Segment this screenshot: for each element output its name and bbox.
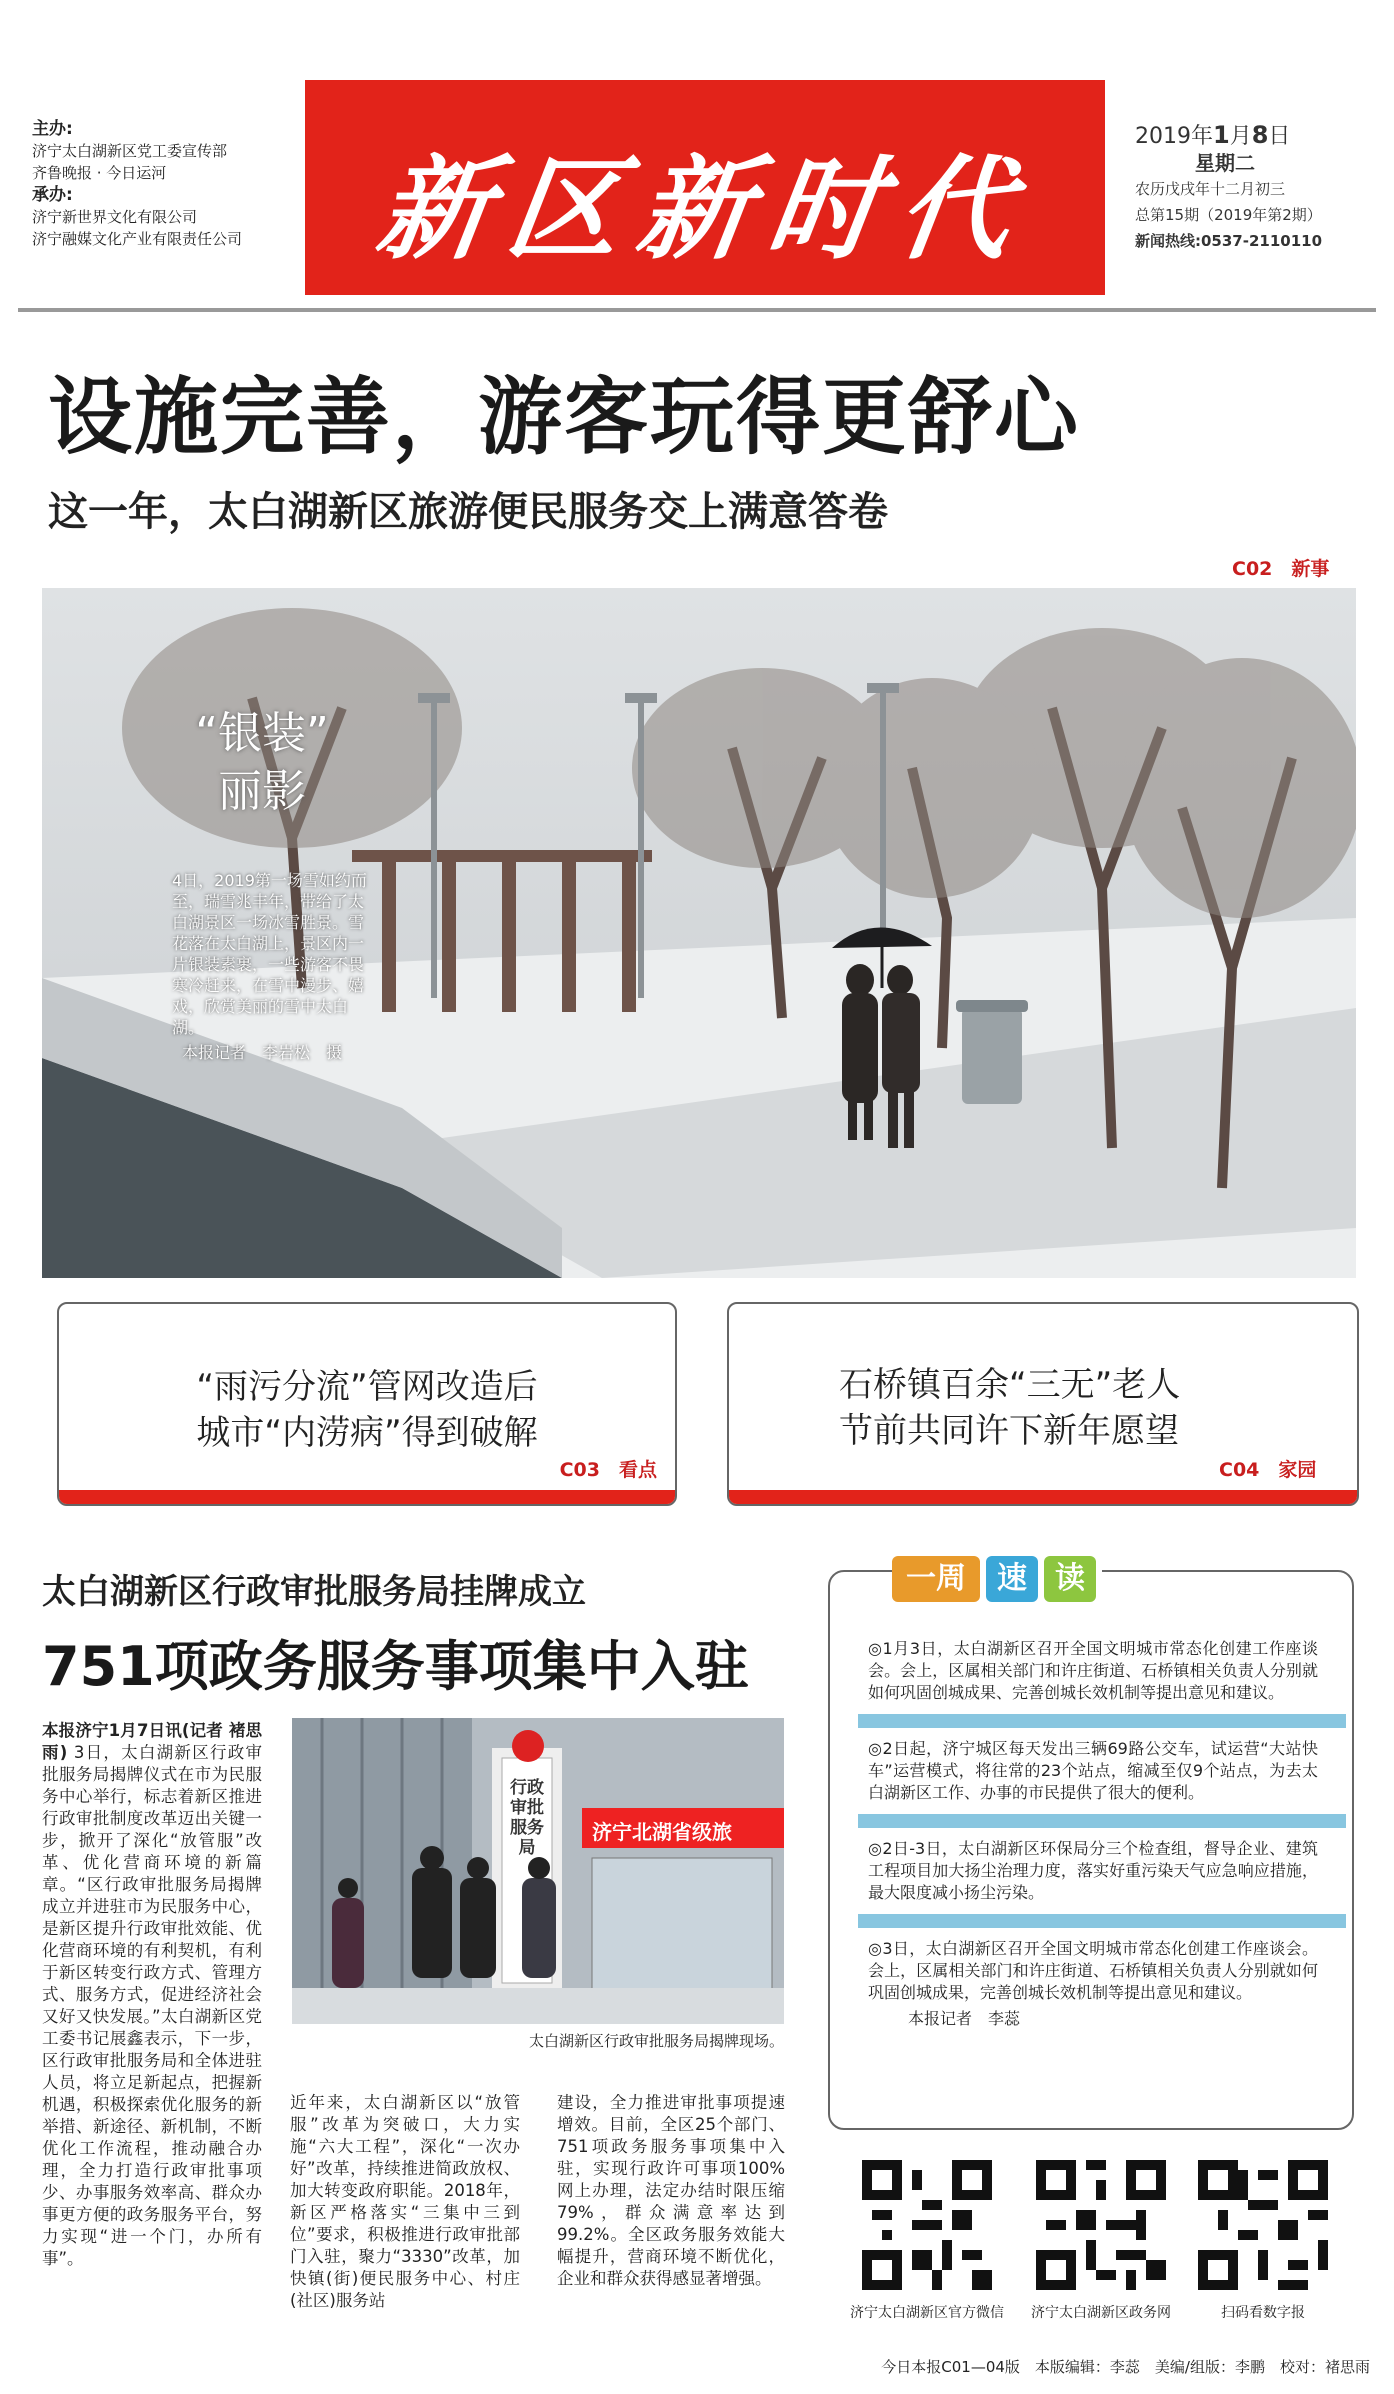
teaser-line: 城市“内涝病”得到破解 [196, 1413, 538, 1453]
organizer-line: 济宁融媒文化产业有限责任公司 [32, 230, 243, 248]
weekly-item: ◎2日起，济宁城区每天发出三辆69路公交车，试运营“大站快车”运营模式，将往常的23个站点，缩减至仅9个站点，为去太白湖新区工作、办事的市民提供了很大的便利。 [868, 1739, 1318, 1802]
issue-number: 总第15期（2019年第2期） [1135, 206, 1322, 224]
caption-text: 4日，2019第一场雪如约而至，瑞雪兆丰年，带给了太白湖景区一场冰雪胜景。雪花落在太白湖上，景区内一片银装素裹，一些游客不畏寒冷赶来，在雪中漫步、嬉戏，欣赏美丽的雪中太白湖。 [172, 871, 367, 1037]
qr-code-wechat[interactable] [862, 2160, 992, 2290]
weekly-divider [858, 1914, 1346, 1928]
section-ref [1232, 554, 1329, 581]
organizer-label: 承办: [32, 185, 73, 205]
article-kicker: 太白湖新区行政审批服务局挂牌成立 [42, 1572, 586, 1612]
weekly-item: ◎2日-3日，太白湖新区环保局分三个检查组，督导企业、建筑工程项目加大扬尘治理力度，落实好重污染天气应急响应措施，最大限度减小扬尘污染。 [868, 1839, 1318, 1902]
teaser-section [560, 1455, 657, 1482]
teaser-red-bar [729, 1490, 1357, 1504]
date-year: 2019年 [1135, 124, 1213, 149]
weekly-title-chip: 速 [986, 1556, 1038, 1602]
weekly-title [892, 1552, 1102, 1604]
weekly-item: ◎3日，太白湖新区召开全国文明城市常态化创建工作座谈会。会上，区属相关部门和许庄街道、石桥镇相关负责人分别就如何巩固创城成果，完善创城长效机制等提出意见和建议。 [868, 1939, 1318, 2002]
sponsor-line: 济宁太白湖新区党工委宣传部 [32, 142, 228, 160]
section-code: C04 [1219, 1459, 1260, 1481]
teaser-line: 节前共同许下新年愿望 [839, 1411, 1179, 1451]
article-text: 近年来，太白湖新区以“放管服”改革为突破口，大力实施“六大工程”，深化“一次办好”改革，持续推进简政放权、加大转变政府职能。2018年，新区严格落实“三集中三到位”要求，积极推进行政审批部门入驻，聚力“3330”改革，加快镇(街)便民服务中心、村庄(社区)服务站 [290, 2093, 520, 2310]
masthead-sponsors [32, 118, 302, 250]
weekly-item: ◎1月3日，太白湖新区召开全国文明城市常态化创建工作座谈会。会上，区属相关部门和许庄街道、石桥镇相关负责人分别就如何巩固创城成果、完善创城长效机制等提出意见和建议。 [868, 1639, 1318, 1702]
weekday: 星期二 [1195, 151, 1255, 175]
qr-code-gov-site[interactable] [1036, 2160, 1166, 2290]
hotline-number: 0537-2110110 [1201, 232, 1323, 250]
teaser-title [59, 1364, 675, 1456]
weekly-items [858, 1638, 1328, 2030]
section-name: 看点 [618, 1459, 657, 1481]
qr-caption: 济宁太白湖新区官方微信 [850, 2305, 1004, 2321]
photo-credit: 本报记者 李岩松 摄 [182, 1043, 343, 1062]
qr-caption: 济宁太白湖新区政务网 [1031, 2305, 1171, 2321]
weekly-title-chip: 一周 [892, 1556, 980, 1602]
article-text: 建设，全力推进审批事项提速增效。目前，全区25个部门、751项政务服务事项集中入驻，实现行政许可事项100%网上办理，法定办结时限压缩79%，群众满意率达到99.2%。全区政务服务效能大幅提升，营商环境不断优化，企业和群众获得感显著增强。 [557, 2093, 785, 2288]
main-headline: 设施完善，游客玩得更舒心 [48, 368, 1081, 466]
photo-caption-title [162, 705, 362, 821]
building-sign-text: 济宁北湖省级旅 [592, 1820, 732, 1844]
lunar-date: 农历戊戌年十二月初三 [1135, 180, 1286, 198]
caption-title-line: 丽影 [218, 766, 306, 817]
teaser-red-bar [59, 1490, 675, 1504]
caption-title-line: “银装” [195, 708, 329, 759]
weekly-divider [858, 1814, 1346, 1828]
sponsor-line: 齐鲁晚报 · 今日运河 [32, 164, 167, 182]
news-hotline [1135, 228, 1375, 254]
teaser-box[interactable] [727, 1302, 1359, 1506]
sponsor-label: 主办: [32, 119, 73, 139]
main-subheadline: 这一年，太白湖新区旅游便民服务交上满意答卷 [48, 489, 888, 535]
hotline-label: 新闻热线: [1135, 232, 1201, 250]
teaser-title [729, 1362, 1357, 1454]
issue-date: 2019年1月8日 [1135, 121, 1291, 149]
organizer-line: 济宁新世界文化有限公司 [32, 208, 198, 226]
date-month: 1 [1213, 121, 1230, 149]
section-name: 家园 [1278, 1459, 1317, 1481]
ceremony-photo-caption: 太白湖新区行政审批服务局揭牌现场。 [528, 2032, 784, 2050]
qr-caption: 扫码看数字报 [1221, 2305, 1305, 2321]
article-column-3 [557, 2092, 785, 2290]
weekly-divider [858, 1714, 1346, 1728]
masthead-logo-block [305, 80, 1105, 295]
newspaper-logo: 新区新时代 [369, 144, 1038, 275]
article-column-2 [290, 2092, 520, 2312]
article-text: 3日，太白湖新区行政审批服务局揭牌仪式在市为民服务中心举行，标志着新区推进行政审批制度改革迈出关键一步，掀开了深化“放管服”改革、优化营商环境的新篇章。“区行政审批服务局揭牌成立并进驻市为民服务中心，是新区提升行政审批效能、优化营商环境的有利契机，有利于新区转变行政方式、管理方式、服务方式，促进经济社会又好又快发展。”太白湖新区党工委书记展鑫表示，下一步，区行政审批服务局和全体进驻人员，将立足新起点，把握新机遇，积极探索优化服务的新举措、新途径、新机制，不断优化工作流程，推动融合办理，全力打造行政审批事项少、办事服务效率高、群众办事更方便的政务服务平台，努力实现“进一个门，办所有事”。 [42, 1743, 262, 2268]
teaser-box[interactable] [57, 1302, 677, 1506]
article-headline: 751项政务服务事项集中入驻 [42, 1635, 749, 1698]
photo-caption-body [172, 870, 372, 1063]
page-footer-credits: 今日本报C01—04版 本版编辑：李蕊 美编/组版：李鹏 校对：褚思雨 [881, 2358, 1370, 2376]
sign-board-text: 行政审批服务局 [510, 1778, 544, 1858]
weekly-credit: 本报记者 李蕊 [908, 2009, 1021, 2028]
section-code: C02 [1232, 558, 1273, 580]
section-code: C03 [559, 1459, 600, 1481]
teaser-line: 石桥镇百余“三无”老人 [839, 1365, 1181, 1405]
article-byline: 本报济宁1月7日讯(记者 褚思雨) [42, 1721, 262, 1762]
teaser-line: “雨污分流”管网改造后 [196, 1367, 538, 1407]
article-column-1 [42, 1720, 262, 2270]
ceremony-photo [292, 1718, 784, 2024]
masthead-divider [18, 308, 1376, 312]
teaser-section [1219, 1455, 1316, 1482]
weekly-title-chip: 读 [1044, 1556, 1096, 1602]
section-name: 新事 [1291, 558, 1330, 580]
date-day: 8 [1251, 121, 1269, 149]
masthead-date-info [1135, 122, 1375, 254]
qr-code-digital-paper[interactable] [1198, 2160, 1328, 2290]
